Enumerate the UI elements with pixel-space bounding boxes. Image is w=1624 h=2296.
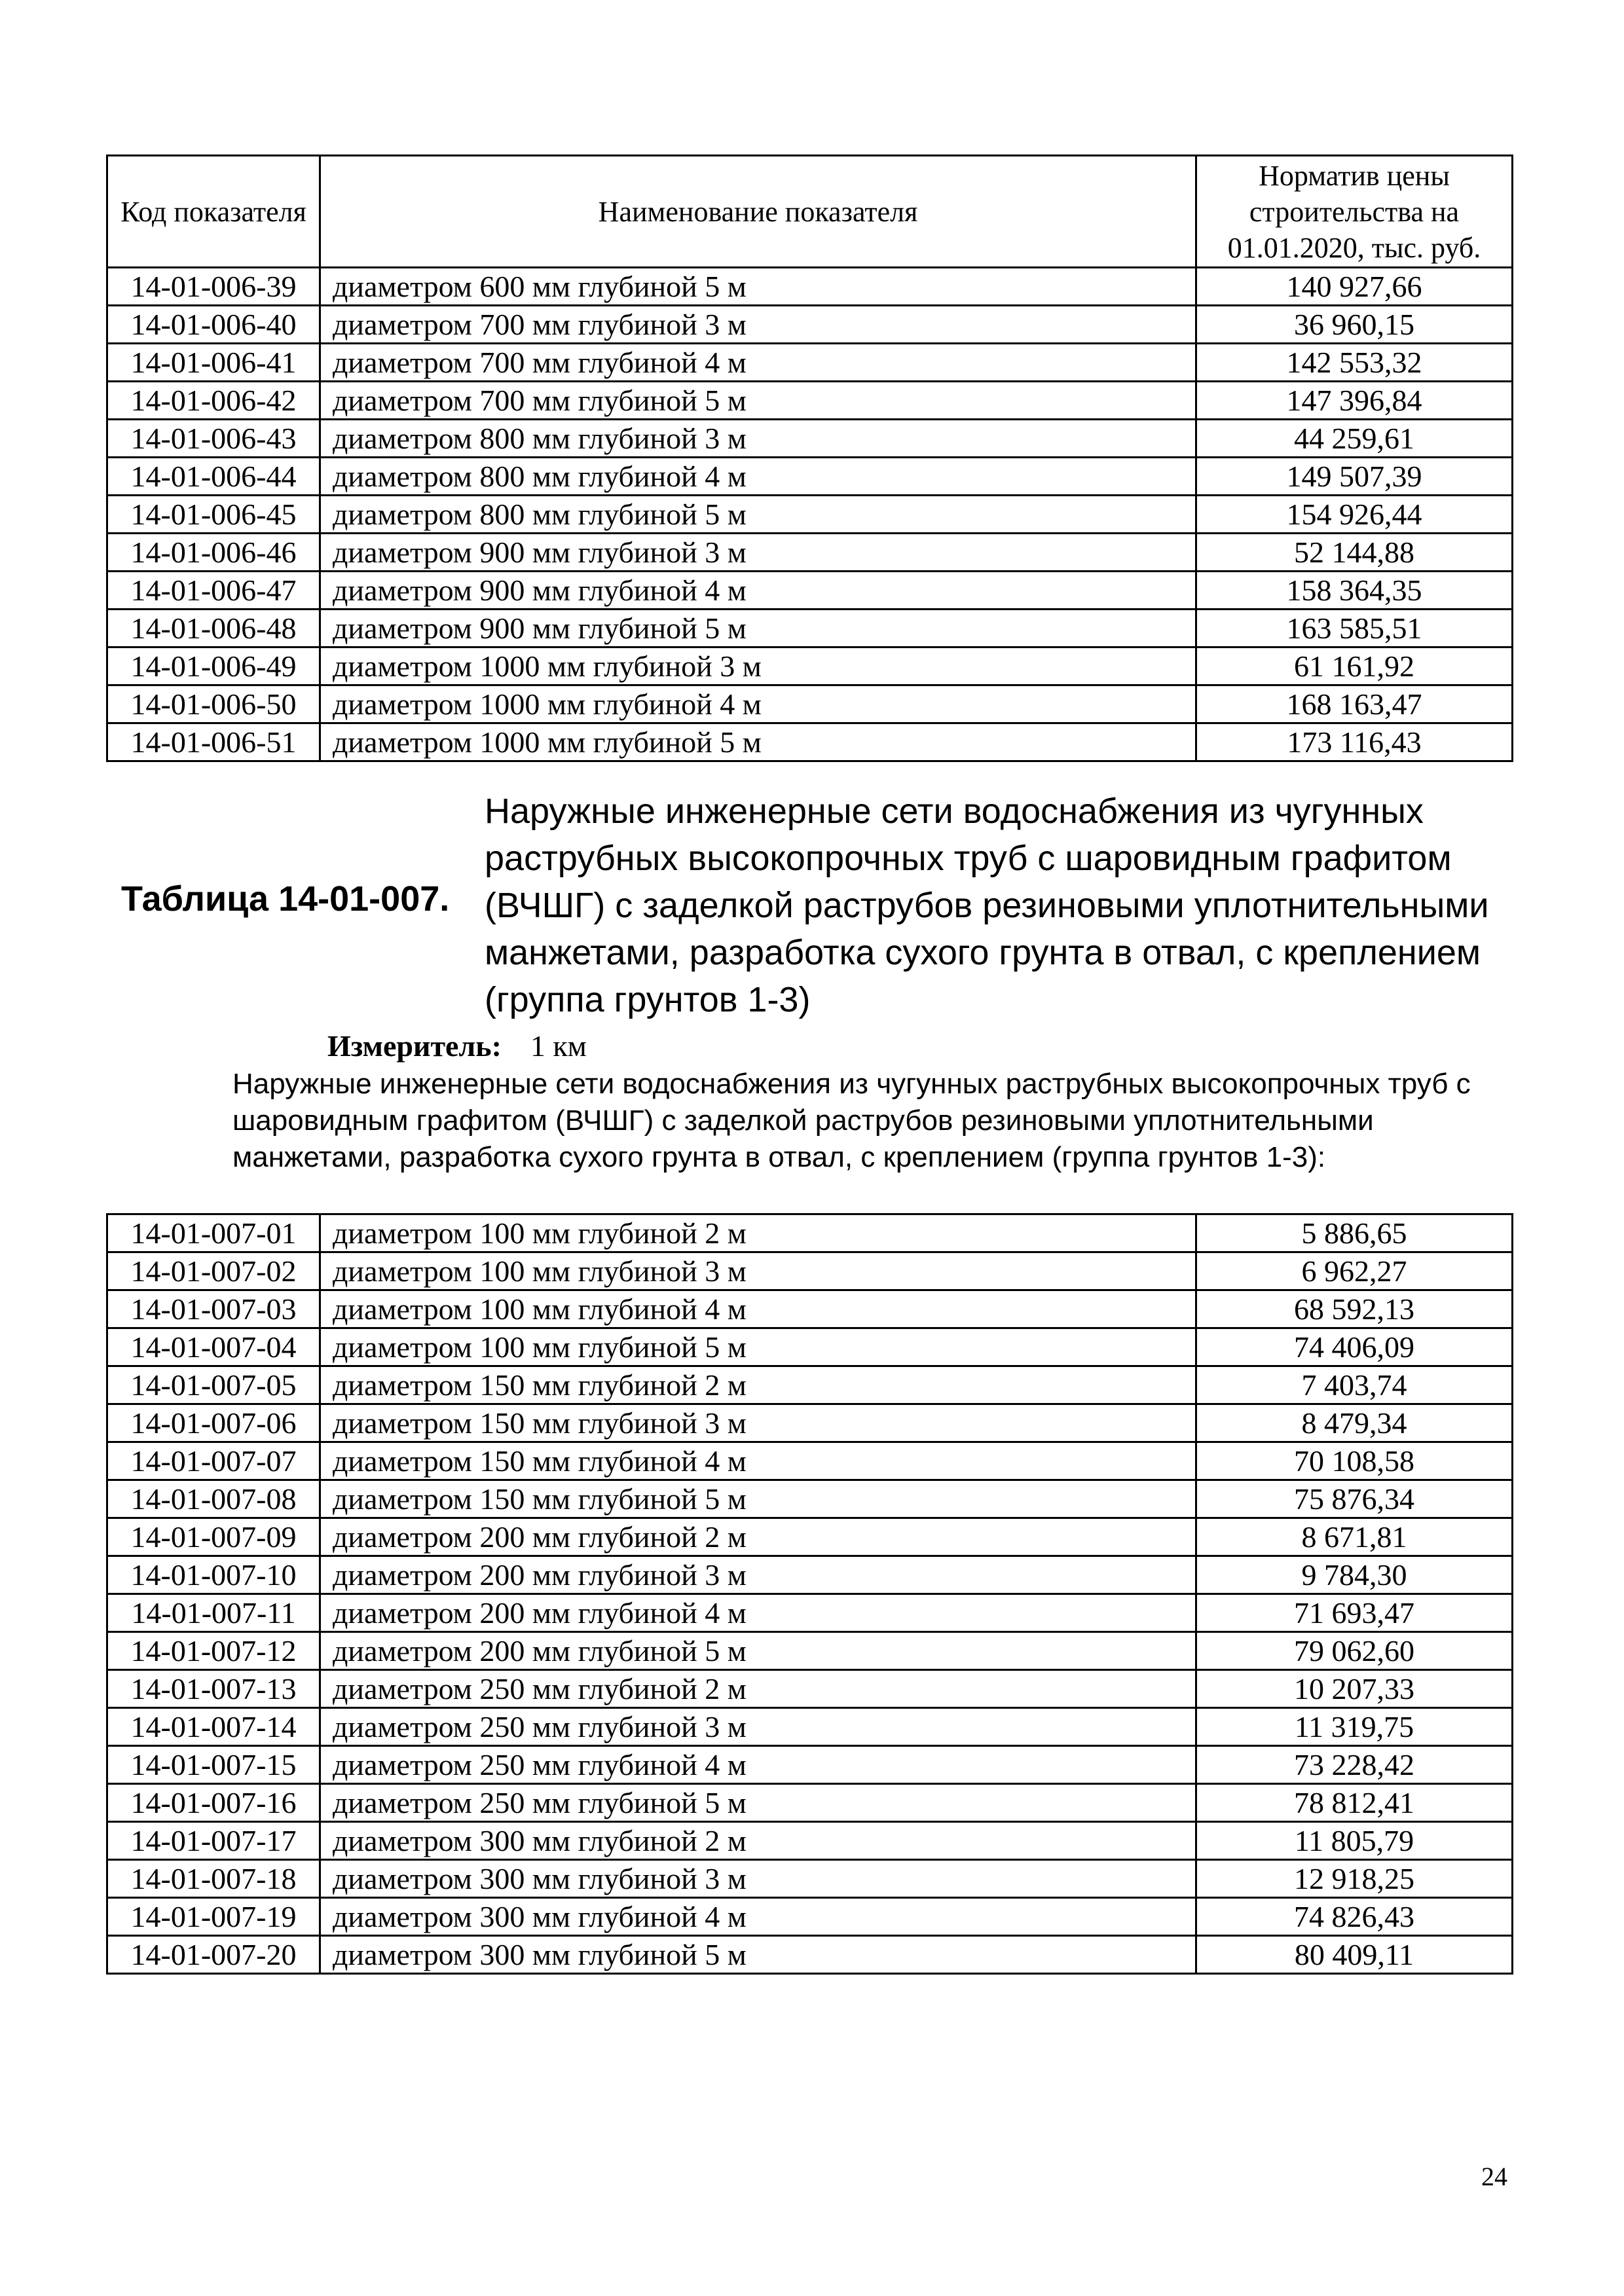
row-code: 14-01-007-07 — [107, 1442, 320, 1480]
row-value: 61 161,92 — [1196, 647, 1513, 685]
meter-label: Измеритель: — [327, 1029, 502, 1063]
row-code: 14-01-006-50 — [107, 685, 320, 723]
row-value: 163 585,51 — [1196, 610, 1513, 647]
row-code: 14-01-006-51 — [107, 723, 320, 761]
table-row — [107, 382, 1513, 420]
table-row — [107, 306, 1513, 344]
table-row — [107, 1556, 1513, 1594]
row-name: диаметром 250 мм глубиной 4 м — [320, 1746, 1196, 1784]
row-name: диаметром 100 мм глубиной 2 м — [320, 1214, 1196, 1252]
table-row — [107, 1518, 1513, 1556]
row-value: 74 826,43 — [1196, 1898, 1513, 1936]
row-code: 14-01-007-04 — [107, 1328, 320, 1366]
price-table-006 — [106, 155, 1513, 762]
row-code: 14-01-007-08 — [107, 1480, 320, 1518]
row-name: диаметром 300 мм глубиной 2 м — [320, 1822, 1196, 1860]
table-row — [107, 420, 1513, 458]
row-code: 14-01-006-46 — [107, 534, 320, 572]
row-name: диаметром 250 мм глубиной 2 м — [320, 1670, 1196, 1708]
row-value: 9 784,30 — [1196, 1556, 1513, 1594]
table-row — [107, 572, 1513, 610]
table-row — [107, 458, 1513, 496]
row-code: 14-01-006-39 — [107, 268, 320, 306]
row-name: диаметром 1000 мм глубиной 4 м — [320, 685, 1196, 723]
row-value: 36 960,15 — [1196, 306, 1513, 344]
table-row — [107, 534, 1513, 572]
row-name: диаметром 100 мм глубиной 5 м — [320, 1328, 1196, 1366]
row-name: диаметром 900 мм глубиной 3 м — [320, 534, 1196, 572]
row-value: 142 553,32 — [1196, 344, 1513, 382]
row-name: диаметром 250 мм глубиной 5 м — [320, 1784, 1196, 1822]
table-row — [107, 1632, 1513, 1670]
row-value: 173 116,43 — [1196, 723, 1513, 761]
price-table-007 — [106, 1213, 1513, 1975]
row-name: диаметром 300 мм глубиной 5 м — [320, 1936, 1196, 1974]
row-value: 140 927,66 — [1196, 268, 1513, 306]
table-row — [107, 1366, 1513, 1404]
table-title: Наружные инженерные сети водоснабжения из чугунных раструбных высокопрочных труб с шаровидным графитом (ВЧШГ) с заделкой раструбов резиновыми уплотнительными манжетами, разработка сухого грунта в отвал, с креплением (группа грунтов 1-3) — [485, 792, 1489, 1019]
row-code: 14-01-006-44 — [107, 458, 320, 496]
row-name: диаметром 800 мм глубиной 4 м — [320, 458, 1196, 496]
row-name: диаметром 900 мм глубиной 4 м — [320, 572, 1196, 610]
table-row — [107, 1328, 1513, 1366]
row-code: 14-01-006-48 — [107, 610, 320, 647]
row-name: диаметром 100 мм глубиной 3 м — [320, 1252, 1196, 1290]
row-name: диаметром 300 мм глубиной 4 м — [320, 1898, 1196, 1936]
price-table-007-body — [107, 1214, 1513, 1974]
row-name: диаметром 150 мм глубиной 2 м — [320, 1366, 1196, 1404]
table-row — [107, 1708, 1513, 1746]
row-code: 14-01-007-14 — [107, 1708, 320, 1746]
row-value: 5 886,65 — [1196, 1214, 1513, 1252]
table-row — [107, 1442, 1513, 1480]
table-header-row — [107, 156, 1513, 268]
row-code: 14-01-007-10 — [107, 1556, 320, 1594]
table-row — [107, 1822, 1513, 1860]
row-name: диаметром 1000 мм глубиной 5 м — [320, 723, 1196, 761]
table-row — [107, 1746, 1513, 1784]
row-value: 80 409,11 — [1196, 1936, 1513, 1974]
table-row — [107, 1670, 1513, 1708]
row-value: 149 507,39 — [1196, 458, 1513, 496]
row-name: диаметром 800 мм глубиной 3 м — [320, 420, 1196, 458]
row-code: 14-01-007-16 — [107, 1784, 320, 1822]
row-value: 8 479,34 — [1196, 1404, 1513, 1442]
meter-value: 1 км — [530, 1029, 587, 1063]
row-name: диаметром 700 мм глубиной 3 м — [320, 306, 1196, 344]
row-code: 14-01-007-11 — [107, 1594, 320, 1632]
table-label: Таблица 14-01-007. — [121, 879, 450, 919]
row-value: 6 962,27 — [1196, 1252, 1513, 1290]
row-code: 14-01-007-19 — [107, 1898, 320, 1936]
table-row — [107, 610, 1513, 647]
row-code: 14-01-007-03 — [107, 1290, 320, 1328]
meter-line — [327, 1027, 587, 1066]
row-value: 68 592,13 — [1196, 1290, 1513, 1328]
row-name: диаметром 200 мм глубиной 5 м — [320, 1632, 1196, 1670]
row-name: диаметром 600 мм глубиной 5 м — [320, 268, 1196, 306]
row-name: диаметром 700 мм глубиной 5 м — [320, 382, 1196, 420]
row-value: 8 671,81 — [1196, 1518, 1513, 1556]
row-code: 14-01-007-02 — [107, 1252, 320, 1290]
row-code: 14-01-006-49 — [107, 647, 320, 685]
row-value: 10 207,33 — [1196, 1670, 1513, 1708]
row-name: диаметром 200 мм глубиной 3 м — [320, 1556, 1196, 1594]
table-row — [107, 1784, 1513, 1822]
table-row — [107, 685, 1513, 723]
row-code: 14-01-007-18 — [107, 1860, 320, 1898]
table-row — [107, 1898, 1513, 1936]
row-code: 14-01-007-06 — [107, 1404, 320, 1442]
row-value: 7 403,74 — [1196, 1366, 1513, 1404]
row-code: 14-01-007-20 — [107, 1936, 320, 1974]
row-code: 14-01-007-12 — [107, 1632, 320, 1670]
row-name: диаметром 250 мм глубиной 3 м — [320, 1708, 1196, 1746]
table-row — [107, 344, 1513, 382]
row-value: 12 918,25 — [1196, 1860, 1513, 1898]
table-row — [107, 1936, 1513, 1974]
row-code: 14-01-007-17 — [107, 1822, 320, 1860]
page-number: 24 — [1481, 2162, 1507, 2191]
row-name: диаметром 700 мм глубиной 4 м — [320, 344, 1196, 382]
row-value: 52 144,88 — [1196, 534, 1513, 572]
header-price: Норматив цены строительства на 01.01.2020, тыс. руб. — [1196, 156, 1513, 268]
table-row — [107, 1860, 1513, 1898]
table-row — [107, 1214, 1513, 1252]
header-code: Код показателя — [107, 156, 320, 268]
row-name: диаметром 150 мм глубиной 5 м — [320, 1480, 1196, 1518]
row-value: 168 163,47 — [1196, 685, 1513, 723]
table-row — [107, 1404, 1513, 1442]
row-name: диаметром 300 мм глубиной 3 м — [320, 1860, 1196, 1898]
table-row — [107, 1480, 1513, 1518]
row-value: 44 259,61 — [1196, 420, 1513, 458]
table-row — [107, 647, 1513, 685]
row-value: 154 926,44 — [1196, 496, 1513, 534]
row-value: 147 396,84 — [1196, 382, 1513, 420]
row-code: 14-01-006-47 — [107, 572, 320, 610]
row-name: диаметром 1000 мм глубиной 3 м — [320, 647, 1196, 685]
row-value: 79 062,60 — [1196, 1632, 1513, 1670]
price-table-006-body — [107, 156, 1513, 761]
row-value: 158 364,35 — [1196, 572, 1513, 610]
table-row — [107, 1252, 1513, 1290]
row-code: 14-01-006-40 — [107, 306, 320, 344]
row-code: 14-01-006-41 — [107, 344, 320, 382]
row-name: диаметром 200 мм глубиной 2 м — [320, 1518, 1196, 1556]
table-row — [107, 496, 1513, 534]
table-row — [107, 1290, 1513, 1328]
row-value: 11 805,79 — [1196, 1822, 1513, 1860]
table-row — [107, 723, 1513, 761]
row-name: диаметром 800 мм глубиной 5 м — [320, 496, 1196, 534]
row-code: 14-01-007-09 — [107, 1518, 320, 1556]
row-value: 11 319,75 — [1196, 1708, 1513, 1746]
row-code: 14-01-006-42 — [107, 382, 320, 420]
header-name: Наименование показателя — [320, 156, 1196, 268]
row-name: диаметром 100 мм глубиной 4 м — [320, 1290, 1196, 1328]
row-code: 14-01-007-15 — [107, 1746, 320, 1784]
row-name: диаметром 900 мм глубиной 5 м — [320, 610, 1196, 647]
table-row — [107, 268, 1513, 306]
row-value: 74 406,09 — [1196, 1328, 1513, 1366]
row-code: 14-01-007-05 — [107, 1366, 320, 1404]
table-description: Наружные инженерные сети водоснабжения из чугунных раструбных высокопрочных труб с шаровидным графитом (ВЧШГ) с заделкой раструбов резиновыми уплотнительными манжетами, разработка сухого грунта в отвал, с креплением (группа грунтов 1-3): — [232, 1068, 1471, 1173]
row-code: 14-01-006-45 — [107, 496, 320, 534]
row-name: диаметром 150 мм глубиной 4 м — [320, 1442, 1196, 1480]
row-name: диаметром 150 мм глубиной 3 м — [320, 1404, 1196, 1442]
row-code: 14-01-007-01 — [107, 1214, 320, 1252]
row-name: диаметром 200 мм глубиной 4 м — [320, 1594, 1196, 1632]
row-code: 14-01-007-13 — [107, 1670, 320, 1708]
row-value: 70 108,58 — [1196, 1442, 1513, 1480]
row-code: 14-01-006-43 — [107, 420, 320, 458]
row-value: 75 876,34 — [1196, 1480, 1513, 1518]
row-value: 78 812,41 — [1196, 1784, 1513, 1822]
row-value: 73 228,42 — [1196, 1746, 1513, 1784]
table-row — [107, 1594, 1513, 1632]
row-value: 71 693,47 — [1196, 1594, 1513, 1632]
